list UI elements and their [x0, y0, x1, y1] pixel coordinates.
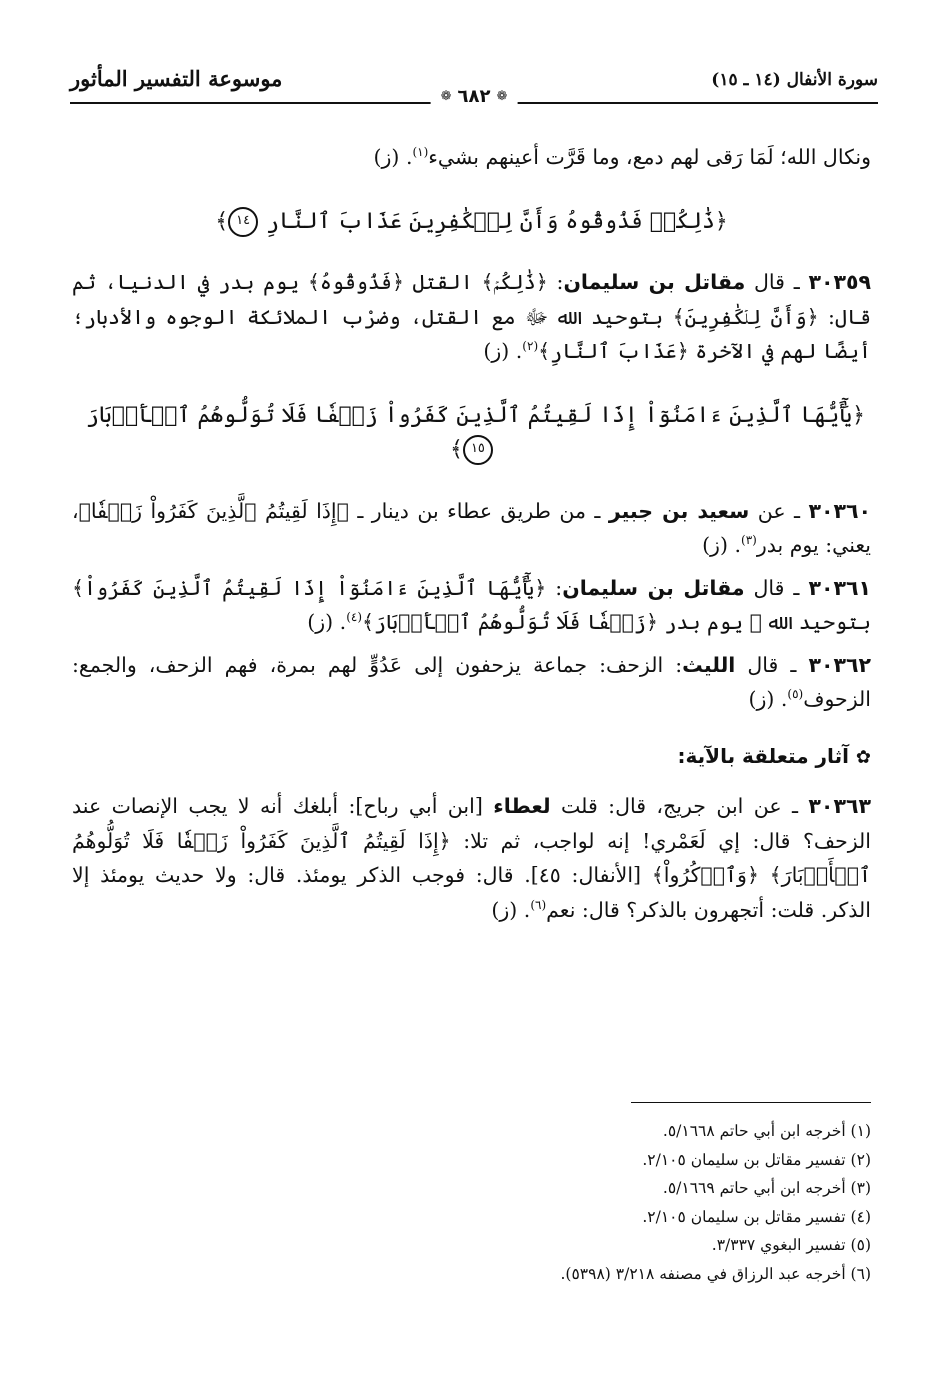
narration-number: ٣٠٣٦٣ [808, 794, 871, 818]
narration-number: ٣٠٣٦٠ [808, 498, 871, 523]
source-mark: . (ز) [748, 687, 788, 711]
footnote-ref: (٦) [530, 897, 547, 912]
source-mark: . (ز) [373, 145, 413, 169]
source-mark: . (ز) [491, 897, 531, 922]
surah-title: سورة الأنفال (١٤ ـ ١٥) [711, 70, 878, 90]
paragraph-text: ونكال الله؛ لَمَا رَقى لهم دمع، وما قَرَّت أعينهم بشيء [428, 145, 871, 169]
footnote-item: (٢) تفسير مقاتل بن سليمان ٢/١٠٥. [642, 1150, 871, 1169]
book-title: موسوعة التفسير المأثور [70, 66, 283, 91]
footnote-item: (٦) أخرجه عبد الرزاق في مصنفه ٣/٢١٨ (٥٣٩٨). [560, 1264, 871, 1283]
ornament-icon: ❁ [496, 89, 508, 104]
verse-14 [72, 205, 871, 240]
page-number: ٦٨٢ [457, 86, 491, 107]
narration-text: : ﴿يَٰٓأَيُّهَا ٱلَّذِينَ ءَامَنُوٓاْ إِذَا لَقِيتُمُ ٱلَّذِينَ كَفَرُواْ﴾ بتوحيد الله ﷻ يوم بدر ﴿زَحۡفٗا فَلَا تُوَلُّوهُمُ ٱلۡأَدۡبَارَ﴾ [72, 575, 871, 634]
verse-text: ﴿يَٰٓأَيُّهَا ٱلَّذِينَ ءَامَنُوٓاْ إِذَا لَقِيتُمُ ٱلَّذِينَ كَفَرُواْ زَحۡفٗا فَلَا تُوَلُّوهُمُ ٱلۡأَدۡبَارَ [85, 402, 866, 428]
verse-text: ﴿ذَٰلِكُمۡ فَذُوقُوهُ وَأَنَّ لِلۡكَٰفِرِينَ عَذَابَ ٱلنَّارِ [266, 208, 728, 234]
footnote-item: (٣) أخرجه ابن أبي حاتم ٥/١٦٦٩. [662, 1179, 871, 1197]
narration-lead: ـ عن ابن جريج، قال: قلت [550, 794, 809, 818]
footnote-item: (٤) تفسير مقاتل بن سليمان ٢/١٠٥. [642, 1207, 871, 1226]
narration-text: : ﴿ذَٰلِكُمۡ﴾ القتل ﴿فَذُوقُوهُ﴾ يوم بدر في الدنيا، ثم قال: ﴿وَأَنَّ لِلۡكَٰفِرِينَ﴾ بتوحيد الله ﷻ مع القتل، وضرْب الملائكة الوجوه والأدبار؛ أيضًا لهم في الآخرة ﴿عَذَابَ ٱلنَّارِ﴾ [72, 270, 871, 363]
source-mark: . (ز) [702, 533, 741, 557]
footnote-ref: (٥) [787, 687, 804, 702]
page-number-box [431, 86, 518, 107]
source-mark: . (ز) [483, 339, 523, 363]
narration-30362 [72, 648, 871, 717]
verse-15 [72, 399, 871, 468]
narration-lead: ـ قال [745, 270, 809, 294]
ayah-number-icon: ١٤ [228, 207, 258, 237]
narration-number: ٣٠٣٥٩ [808, 270, 871, 294]
footnote-ref: (٢) [522, 339, 539, 354]
main-text [72, 140, 871, 927]
opening-paragraph [72, 140, 871, 175]
narrator-name: الليث [682, 652, 736, 677]
footnote-ref: (١) [412, 145, 429, 160]
footnote-item: (٥) تفسير البغوي ٣/٣٣٧. [711, 1236, 871, 1254]
ornament-icon: ❁ [440, 89, 452, 104]
footnote-item: (١) أخرجه ابن أبي حاتم ٥/١٦٦٨. [662, 1122, 871, 1140]
narration-lead: ـ قال [735, 652, 809, 677]
narration-number: ٣٠٣٦١ [808, 575, 871, 600]
section-heading [72, 739, 871, 776]
narration-30361 [72, 571, 871, 640]
verse-close: ﴾ [450, 437, 463, 462]
verse-close: ﴾ [215, 208, 229, 234]
narration-lead: ـ قال [744, 575, 809, 600]
flower-icon: ✿ [855, 746, 871, 768]
footnote-ref: (٣) [741, 533, 757, 548]
ayah-number-icon: ١٥ [463, 435, 493, 465]
source-mark: . (ز) [307, 610, 347, 634]
narrator-name: سعيد بن جبير [608, 498, 750, 523]
narration-text: : الزحف: جماعة يزحفون إلى عَدُوٍّ لهم بمرة، فهم الزحف، والجمع: الزحوف [72, 652, 871, 711]
narrator-name: مقاتل بن سليمان [562, 575, 745, 600]
footnote-divider [631, 1102, 871, 1103]
narration-lead: ـ عن [749, 498, 809, 523]
page-header [70, 62, 878, 112]
narration-text: ـ من طريق عطاء بن دينار ـ ﴿إِذَا لَقِيتُمُ ٱلَّذِينَ كَفَرُواْ زَحۡفٗا﴾، يعني: يوم بدر [72, 498, 871, 557]
footnote-ref: (٤) [346, 610, 363, 625]
narration-30360 [72, 494, 871, 563]
narration-30359 [72, 265, 871, 369]
narration-text: [ابن أبي رباح]: أبلغك أنه لا يجب الإنصات عند الزحف؟ قال: إي لَعَمْري! إنه لواجب، ثم تلا: ﴿إِذَا لَقِيتُمُ ٱلَّذِينَ كَفَرُواْ زَحۡفٗا فَلَا تُوَلُّوهُمُ ٱلۡأَدۡبَارَ﴾ ﴿وَٱذۡكُرُواْ﴾ [الأنفال: ٤٥]. قال: فوجب الذكر يومئذ. قال: ولا حديث يومئذ إلا الذكر. قلت: أتجهرون بالذكر؟ قال: نعم [72, 794, 872, 922]
section-title: آثار متعلقة بالآية: [677, 743, 849, 768]
narrator-name: لعطاء [493, 794, 551, 818]
footnotes [71, 1117, 871, 1288]
narration-number: ٣٠٣٦٢ [808, 652, 871, 677]
narrator-name: مقاتل بن سليمان [563, 270, 746, 294]
narration-30363 [72, 789, 871, 927]
